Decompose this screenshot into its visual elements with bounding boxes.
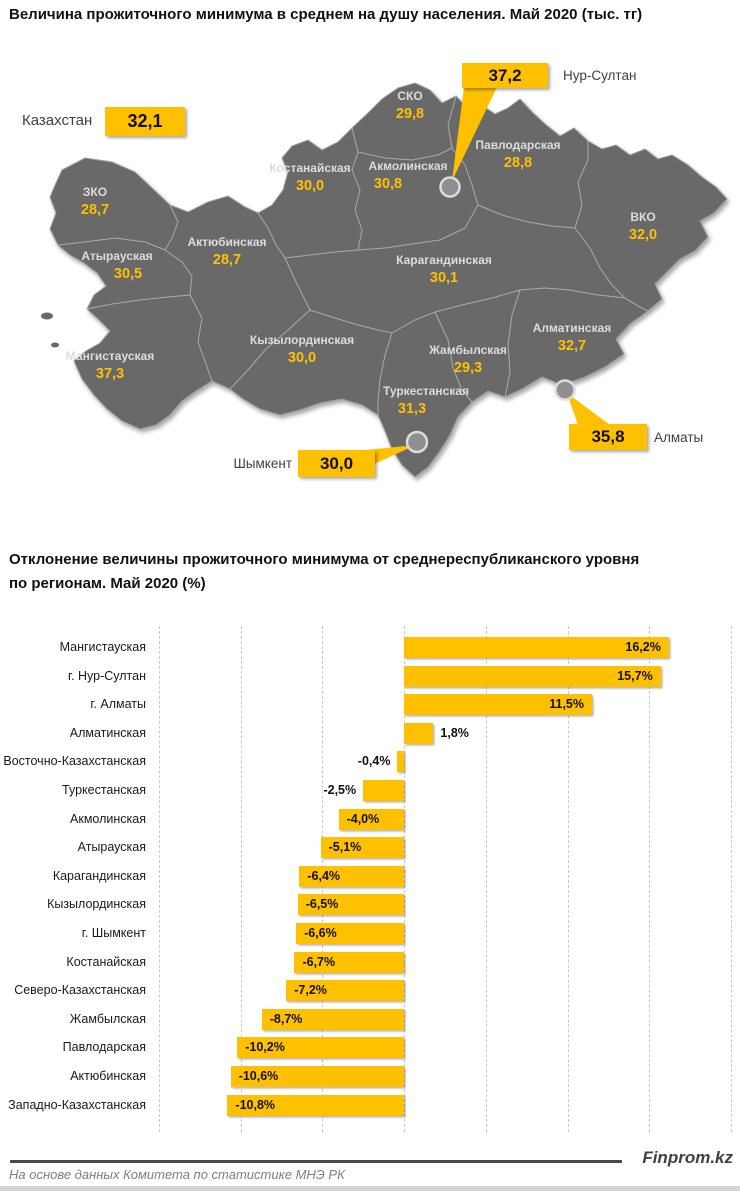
region-value: 28,8 — [503, 155, 533, 171]
city-label-shymkent: Шымкент — [233, 456, 292, 471]
bar-category-label: Карагандинская — [52, 868, 146, 883]
chart-title-line1: Отклонение величины прожиточного минимума от среднереспубликанского уровня — [9, 551, 640, 568]
region-value: 32,7 — [557, 338, 587, 354]
region-value: 30,0 — [295, 178, 325, 194]
city-label-almaty: Алматы — [654, 430, 704, 445]
bar-value-label: -6,6% — [304, 926, 337, 940]
bar-category-label: Жамбылская — [69, 1011, 146, 1026]
region-name: Костанайская — [269, 161, 351, 175]
region-name: ВКО — [630, 210, 656, 224]
region-name: Карагандинская — [396, 253, 492, 267]
bar-value-label: -6,7% — [302, 954, 336, 969]
bar — [404, 723, 433, 744]
bar-category-label: Северо-Казахстанская — [14, 983, 146, 998]
bar-category-label: Мангистауская — [59, 640, 146, 654]
deviation-chart — [0, 622, 740, 1137]
region-name: Атырауская — [81, 249, 153, 263]
map-region-vko — [568, 209, 718, 245]
bar-value-label: 16,2% — [625, 640, 661, 654]
region-value: 30,1 — [429, 270, 459, 286]
map-region-karaganda — [369, 252, 519, 288]
source-note: На основе данных Комитета по статистике МНЭ РК — [9, 1167, 345, 1182]
bar-category-label: Восточно-Казахстанская — [3, 754, 146, 769]
bar-category-label: Костанайская — [66, 954, 146, 969]
map-region-zko — [20, 184, 170, 220]
region-name: Туркестанская — [382, 384, 470, 398]
bar-value-label: -4,0% — [346, 811, 380, 826]
bottom-strip — [0, 1186, 740, 1191]
bar-value-label: -7,2% — [294, 983, 327, 998]
footer-rule — [10, 1160, 622, 1163]
region-value: 30,8 — [373, 176, 403, 192]
bar — [397, 751, 404, 772]
bar-value-label: -6,4% — [307, 868, 341, 883]
bar-category-label: г. Алматы — [90, 697, 146, 712]
chart-title-line2: по регионам. Май 2020 (%) — [9, 575, 206, 592]
region-name: Актюбинская — [187, 235, 267, 249]
city-callout-shymkent: 30,0 — [298, 450, 375, 477]
chart-title — [9, 548, 721, 596]
map-region-kostanay — [235, 160, 385, 196]
map-region-pavlodar — [443, 137, 593, 173]
region-name: Акмолинская — [368, 159, 448, 173]
map-region-kyzylorda — [227, 332, 377, 368]
bar-value-label: -5,1% — [328, 840, 362, 855]
region-name: Мангистауская — [65, 349, 155, 363]
country-label: Казахстан — [22, 112, 93, 129]
bar-category-label: Кызылординская — [47, 897, 146, 912]
bar — [363, 780, 404, 801]
bar-value-label: -2,5% — [323, 783, 357, 797]
bar-category-label: Павлодарская — [62, 1040, 146, 1055]
region-value: 28,7 — [80, 202, 110, 218]
region-value: 31,3 — [397, 401, 427, 417]
bar-value-label: 11,5% — [549, 697, 585, 712]
region-value: 29,8 — [395, 106, 425, 122]
bar-category-label: Акмолинская — [70, 811, 146, 826]
map-labels-layer — [0, 0, 740, 525]
region-value: 30,0 — [287, 350, 317, 366]
map-title: Величина прожиточного минимума в среднем на душу населения. Май 2020 (тыс. тг) — [9, 6, 643, 23]
bar-category-label: Туркестанская — [62, 783, 146, 797]
region-name: СКО — [397, 89, 423, 103]
map-region-sko — [335, 88, 485, 124]
map-region-akmola — [333, 158, 483, 194]
gridline — [159, 626, 160, 1132]
bar-category-label: г. Шымкент — [81, 926, 146, 940]
region-value: 32,0 — [628, 227, 658, 243]
bar-value-label: -10,2% — [245, 1040, 285, 1055]
region-name: Павлодарская — [475, 138, 561, 152]
region-name: ЗКО — [82, 185, 108, 199]
bar-value-label: -10,6% — [238, 1069, 279, 1083]
region-value: 29,3 — [453, 360, 483, 376]
map-region-atyrau — [42, 248, 192, 284]
bar-category-label: Западно-Казахстанская — [8, 1097, 146, 1112]
bar-value-label: -6,5% — [305, 897, 339, 912]
map-region-mangystau — [35, 348, 185, 384]
region-name: Жамбылская — [429, 343, 507, 357]
region-value: 30,5 — [113, 266, 143, 282]
bar-category-label: Атырауская — [77, 840, 146, 855]
bar-value-label: -8,7% — [269, 1011, 303, 1026]
map-region-aktobe — [152, 234, 302, 270]
region-value: 28,7 — [212, 252, 242, 268]
gridline — [649, 626, 650, 1132]
bar-category-label: Алматинская — [69, 725, 146, 740]
country-value-box: 32,1 — [105, 107, 185, 136]
gridline — [731, 626, 732, 1132]
city-label-nur_sultan: Нур-Султан — [563, 68, 637, 83]
map-region-turkestan — [351, 383, 501, 419]
city-callout-nur_sultan: 37,2 — [462, 63, 548, 88]
bar-value-label: 1,8% — [440, 725, 469, 740]
bar-value-label: 15,7% — [617, 668, 653, 683]
brand-logo: Finprom.kz — [642, 1148, 733, 1167]
region-name: Кызылординская — [249, 333, 355, 347]
bar-category-label: г. Нур-Султан — [68, 668, 146, 683]
region-name: Алматинская — [532, 321, 612, 335]
city-callout-almaty: 35,8 — [569, 424, 647, 450]
bar-value-label: -0,4% — [357, 754, 391, 769]
map-region-almaty_obl — [497, 320, 647, 356]
bar-value-label: -10,8% — [235, 1097, 276, 1112]
region-value: 37,3 — [95, 366, 125, 382]
map-region-zhambyl — [393, 342, 543, 378]
bar-category-label: Актюбинская — [70, 1069, 146, 1083]
